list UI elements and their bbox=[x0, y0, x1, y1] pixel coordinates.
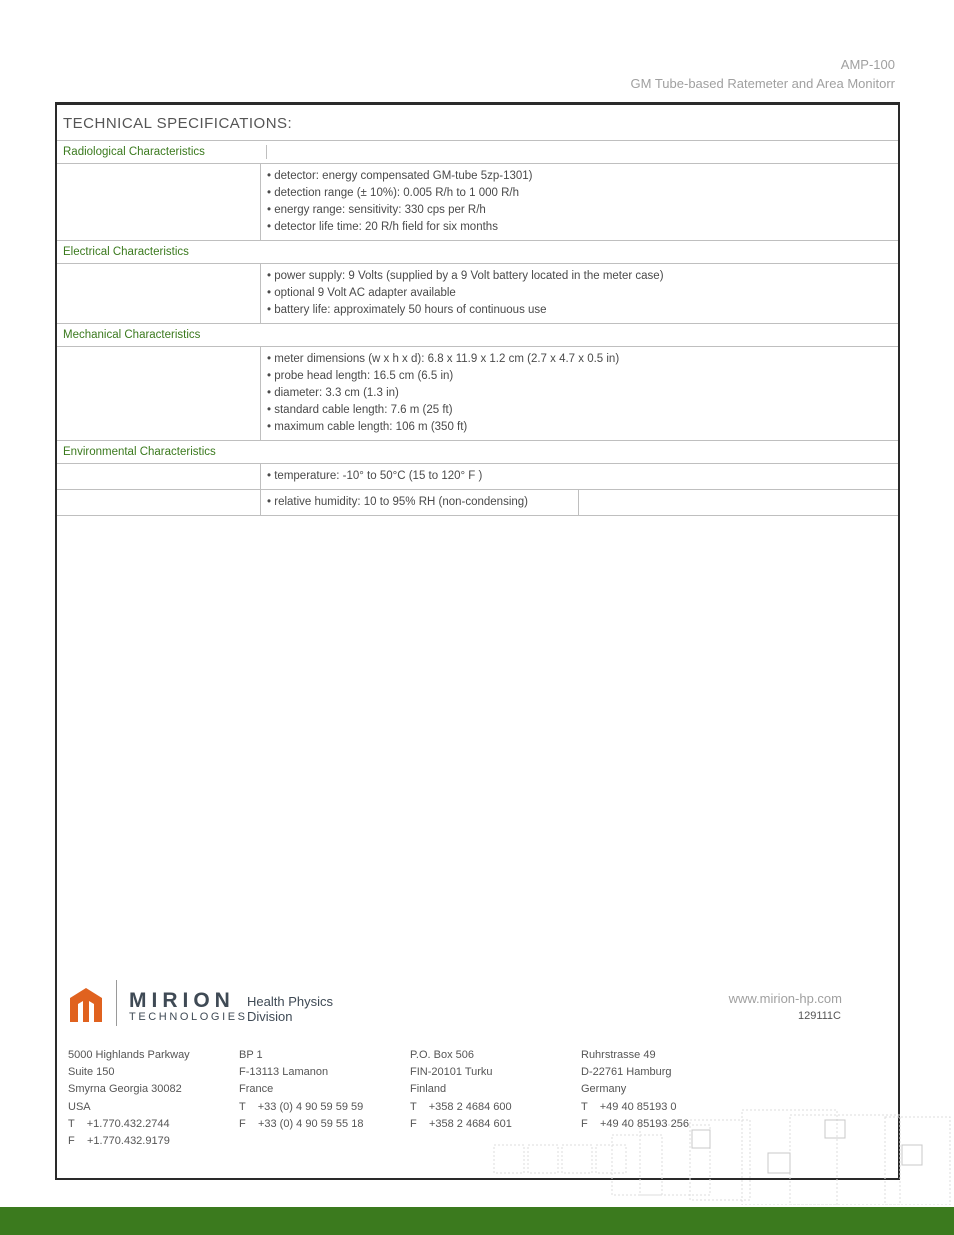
section-body-mechanical bbox=[57, 346, 898, 440]
spec-list bbox=[261, 164, 898, 240]
decorative-squares bbox=[490, 1105, 954, 1205]
spec-item: • battery life: approximately 50 hours of continuous use bbox=[267, 302, 892, 319]
section-body-environmental bbox=[57, 463, 898, 489]
spec-item: • power supply: 9 Volts (supplied by a 9 Volt battery located in the meter case) bbox=[267, 268, 892, 285]
spec-list bbox=[261, 347, 898, 440]
spec-item: • meter dimensions (w x h x d): 6.8 x 11.9 x 1.2 cm (2.7 x 4.7 x 0.5 in) bbox=[267, 351, 892, 368]
spec-item: • temperature: -10° to 50°C (15 to 120° F ) bbox=[261, 464, 898, 489]
spec-table bbox=[57, 140, 898, 516]
section-body-radiological bbox=[57, 163, 898, 240]
address-usa: 5000 Highlands Parkway Suite 150 Smyrna Georgia 30082 USA T +1.770.432.2744 F +1.770.432.9179 bbox=[68, 1049, 190, 1148]
division-name: Health Physics Division bbox=[247, 994, 333, 1024]
spec-item: • optional 9 Volt AC adapter available bbox=[267, 285, 892, 302]
mirion-logo-icon bbox=[68, 986, 104, 1024]
brand-name: MIRION bbox=[129, 989, 235, 1012]
spec-item: • detection range (± 10%): 0.005 R/h to 1 000 R/h bbox=[267, 185, 892, 202]
section-header-mechanical: Mechanical Characteristics bbox=[57, 323, 898, 346]
spec-item: • standard cable length: 7.6 m (25 ft) bbox=[267, 402, 892, 419]
spec-item: • energy range: sensitivity: 330 cps per R/h bbox=[267, 202, 892, 219]
section-header-environmental: Environmental Characteristics bbox=[57, 440, 898, 463]
spec-title: TECHNICAL SPECIFICATIONS: bbox=[63, 115, 293, 132]
document-code: 129111C bbox=[797, 1010, 841, 1022]
spec-item: • detector: energy compensated GM-tube 5zp-1301) bbox=[267, 168, 892, 185]
product-subtitle: GM Tube-based Ratemeter and Area Monitorr bbox=[630, 76, 895, 91]
footer-accent-bar bbox=[0, 1207, 954, 1235]
address-finland: P.O. Box 506 FIN-20101 Turku Finland T +358 2 4684 600 F +358 2 4684 601 bbox=[410, 1049, 512, 1130]
spec-list bbox=[261, 264, 898, 323]
spec-item: • maximum cable length: 106 m (350 ft) bbox=[267, 419, 892, 436]
spec-item: • diameter: 3.3 cm (1.3 in) bbox=[267, 385, 892, 402]
address-germany: Ruhrstrasse 49 D-22761 Hamburg Germany T +49 40 85193 0 F +49 40 85193 256 bbox=[581, 1049, 689, 1130]
spec-item: • probe head length: 16.5 cm (6.5 in) bbox=[267, 368, 892, 385]
logo-divider bbox=[116, 980, 117, 1026]
section-header-radiological: Radiological Characteristics bbox=[57, 140, 898, 163]
website-link[interactable]: www.mirion-hp.com bbox=[728, 991, 842, 1006]
brand-subtitle: TECHNOLOGIES bbox=[129, 1011, 248, 1023]
section-body-electrical bbox=[57, 263, 898, 323]
spec-item: • relative humidity: 10 to 95% RH (non-condensing) bbox=[261, 490, 579, 515]
spec-item: • detector life time: 20 R/h field for six months bbox=[267, 219, 892, 236]
section-body-environmental-2 bbox=[57, 489, 898, 516]
address-france: BP 1 F-13113 Lamanon France T +33 (0) 4 90 59 59 59 F +33 (0) 4 90 59 55 18 bbox=[239, 1049, 364, 1130]
model-number: AMP-100 bbox=[840, 57, 895, 72]
section-header-electrical: Electrical Characteristics bbox=[57, 240, 898, 263]
